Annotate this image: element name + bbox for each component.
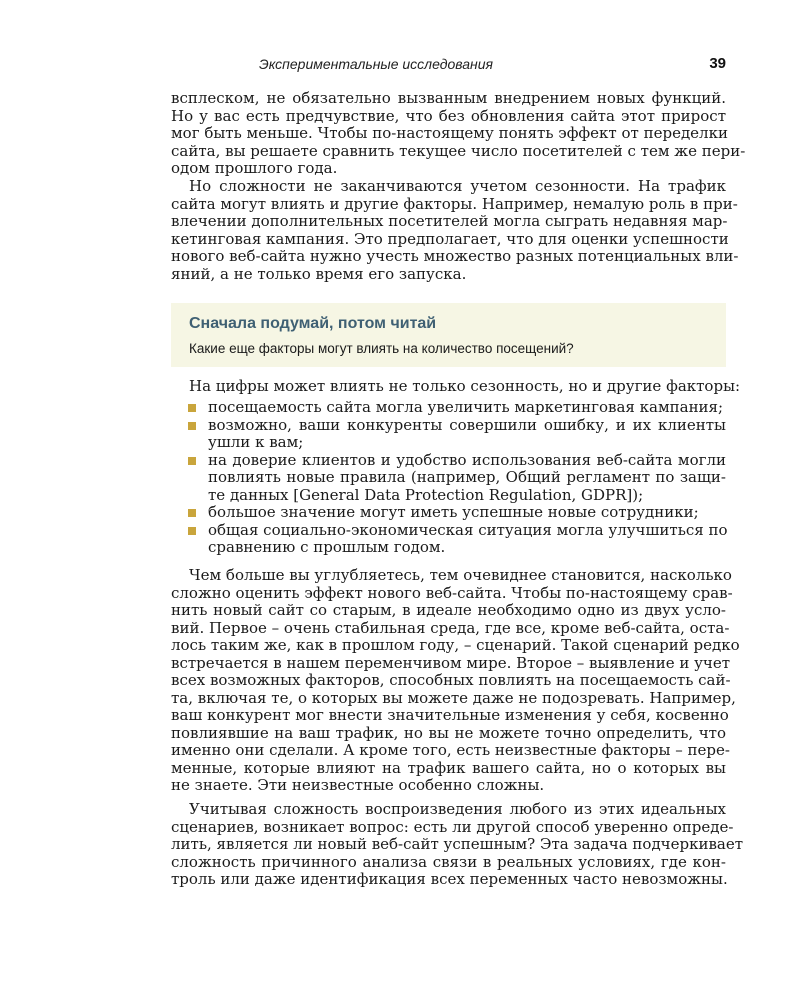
text-line: Но сложности не заканчиваются учетом сезонности. На трафик [189, 177, 726, 195]
text-line: Но у вас есть предчувствие, что без обновления сайта этот прирост [171, 106, 726, 125]
text-line: сценариев, возникает вопрос: есть ли другой способ уверенно опреде- [171, 817, 734, 836]
text-line: не знаете. Эти неизвестные особенно сложны. [171, 776, 545, 794]
page-number: 39 [709, 55, 726, 72]
text-line: менные, которые влияют на трафик вашего сайта, но о которых вы [171, 758, 726, 777]
section-title: Экспериментальные исследования [259, 56, 493, 72]
list-item [188, 399, 726, 417]
text-line: На цифры может влиять не только сезонность, но и другие факторы: [189, 377, 741, 395]
text-line: те данных [General Data Protection Regulation, GDPR]); [208, 485, 644, 504]
factor-list [188, 399, 726, 557]
square-bullet-icon [188, 422, 196, 430]
paragraph-1 [171, 89, 746, 178]
text-line: ушли к вам; [208, 433, 304, 451]
text-line: повлиявшие на ваш трафик, но вы не можете точно определить, что [171, 723, 726, 742]
text-line: нить новый сайт со старым, в идеале необходимо одно из двух усло- [171, 601, 726, 619]
text-line: повлиять новые правила (например, Общий регламент по защи- [208, 468, 726, 486]
text-line: нового веб-сайта нужно учесть множество разных потенциальных вли- [171, 247, 739, 265]
text-line: яний, а не только время его запуска. [171, 264, 467, 283]
text-line: лось таким же, как в прошлом году, – сценарий. Такой сценарий редко [171, 636, 740, 654]
text-line: влечении дополнительных посетителей могла сыграть недавняя мар- [171, 212, 728, 230]
text-line: мог быть меньше. Чтобы по-настоящему понять эффект от переделки [171, 124, 728, 142]
text-line: одом прошлого года. [171, 159, 338, 177]
paragraph-2 [171, 177, 739, 283]
text-line: встречается в нашем переменчивом мире. Второе – выявление и учет [171, 653, 731, 672]
text-line: именно они сделали. А кроме того, есть неизвестные факторы – пере- [171, 741, 730, 759]
text-line: кетинговая кампания. Это предполагает, что для оценки успешности [171, 229, 729, 248]
callout-title: Сначала подумай, потом читай [189, 315, 437, 332]
square-bullet-icon [188, 527, 196, 535]
text-line: всех возможных факторов, способных повлиять на посещаемость сай- [171, 671, 731, 689]
text-line: посещаемость сайта могла увеличить маркетинговая кампания; [208, 398, 724, 416]
text-line: общая социально-экономическая ситуация могла улучшиться по [208, 520, 728, 539]
text-line: Учитывая сложность воспроизведения любого из этих идеальных [189, 800, 726, 818]
text-line: всплеском, не обязательно вызванным внедрением новых функций. [171, 89, 726, 107]
text-line: лить, является ли новый веб-сайт успешным? Эта задача подчеркивает [171, 835, 744, 853]
text-line: сравнению с прошлым годом. [208, 538, 446, 556]
list-item [188, 417, 726, 452]
paragraph-5 [171, 800, 744, 889]
text-line: ваш конкурент мог внести значительные изменения у себя, косвенно [171, 706, 729, 724]
text-line: троль или даже идентификация всех переменных часто невозможны. [171, 870, 728, 888]
text-line: возможно, ваши конкуренты совершили ошибку, и их клиенты [208, 415, 726, 434]
callout-question: Какие еще факторы могут влиять на количество посещений? [189, 341, 574, 356]
text-line: сложность причинного анализа связи в реальных условиях, где кон- [171, 852, 726, 871]
text-line: большое значение могут иметь успешные новые сотрудники; [208, 503, 699, 521]
text-line: сложно оценить эффект нового веб-сайта. Чтобы по-настоящему срав- [171, 583, 733, 602]
text-line: Чем больше вы углубляетесь, тем очевиднее становится, насколько [189, 566, 732, 584]
text-line: на доверие клиентов и удобство использования веб-сайта могли [208, 450, 726, 469]
square-bullet-icon [188, 457, 196, 465]
list-item [188, 452, 726, 505]
text-line: та, включая те, о которых вы можете даже не подозревать. Например, [171, 688, 736, 707]
text-line: сайта могут влиять и другие факторы. Например, немалую роль в при- [171, 194, 738, 213]
square-bullet-icon [188, 509, 196, 517]
list-item [188, 522, 726, 557]
paragraph-3 [171, 377, 741, 396]
running-header [0, 56, 800, 76]
paragraph-4 [171, 566, 740, 795]
list-item [188, 504, 726, 522]
square-bullet-icon [188, 404, 196, 412]
text-line: сайта, вы решаете сравнить текущее число посетителей с тем же пери- [171, 141, 746, 160]
think-first-callout [171, 303, 726, 367]
text-line: вий. Первое – очень стабильная среда, где все, кроме веб-сайта, оста- [171, 618, 730, 637]
